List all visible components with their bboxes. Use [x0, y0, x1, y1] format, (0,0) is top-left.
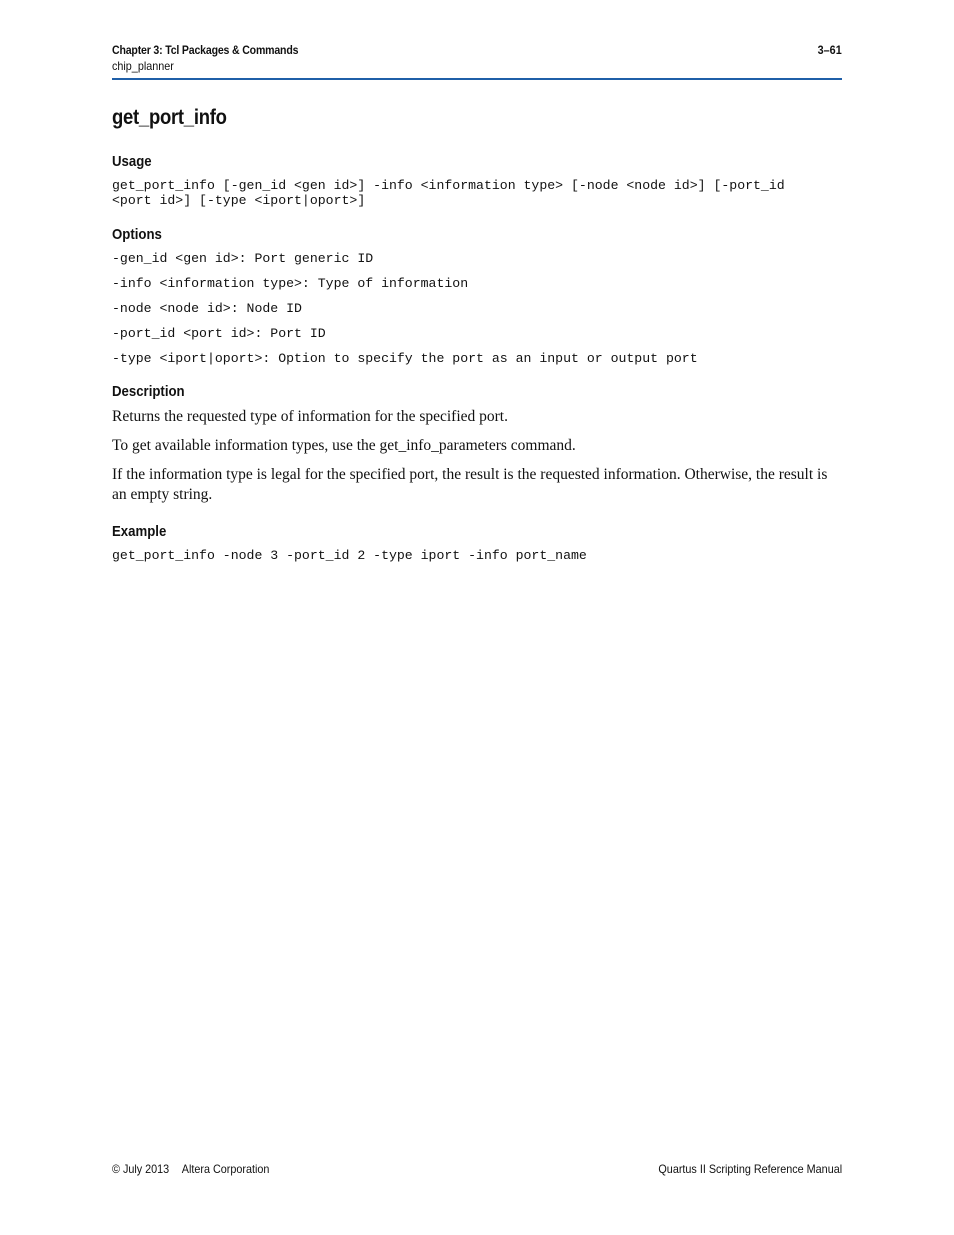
page-header	[112, 43, 842, 80]
section-name: chip_planner	[112, 59, 174, 73]
description-heading: Description	[112, 383, 185, 400]
chapter-title: Chapter 3: Tcl Packages & Commands	[112, 43, 299, 57]
example-heading: Example	[112, 523, 167, 540]
option-item-node: -node <node id>: Node ID	[112, 301, 302, 316]
main-content	[112, 104, 842, 563]
option-item-info: -info <information type>: Type of information	[112, 276, 469, 291]
example-code: get_port_info -node 3 -port_id 2 -type iport -info port_name	[112, 548, 587, 563]
options-heading: Options	[112, 226, 162, 243]
footer-manual-title: Quartus II Scripting Reference Manual	[658, 1162, 842, 1176]
page-title: get_port_info	[112, 106, 227, 129]
option-item-gen-id: -gen_id <gen id>: Port generic ID	[112, 251, 374, 266]
options-list	[112, 251, 842, 366]
description-paragraph-2: To get available information types, use the get_info_parameters command.	[112, 437, 576, 454]
option-item-port-id: -port_id <port id>: Port ID	[112, 326, 326, 341]
usage-line-1: get_port_info [-gen_id <gen id>] -info <information type> [-node <node id>] [-port_id	[112, 178, 785, 193]
footer-copyright: © July 2013	[112, 1162, 170, 1176]
usage-line-2: <port id>] [-type <iport|oport>]	[112, 193, 366, 208]
page-footer-left	[112, 1162, 269, 1176]
description-paragraph-3: If the information type is legal for the specified port, the result is the requested information. Otherwise, the result is an empty string.	[112, 466, 828, 503]
option-item-type: -type <iport|oport>: Option to specify the port as an input or output port	[112, 351, 698, 366]
description-body	[112, 407, 842, 505]
page-number: 3–61	[817, 43, 842, 57]
usage-heading: Usage	[112, 153, 152, 170]
usage-block	[112, 178, 842, 208]
description-paragraph-1: Returns the requested type of information for the specified port.	[112, 408, 508, 425]
example-block	[112, 548, 842, 563]
footer-company: Altera Corporation	[181, 1162, 270, 1176]
